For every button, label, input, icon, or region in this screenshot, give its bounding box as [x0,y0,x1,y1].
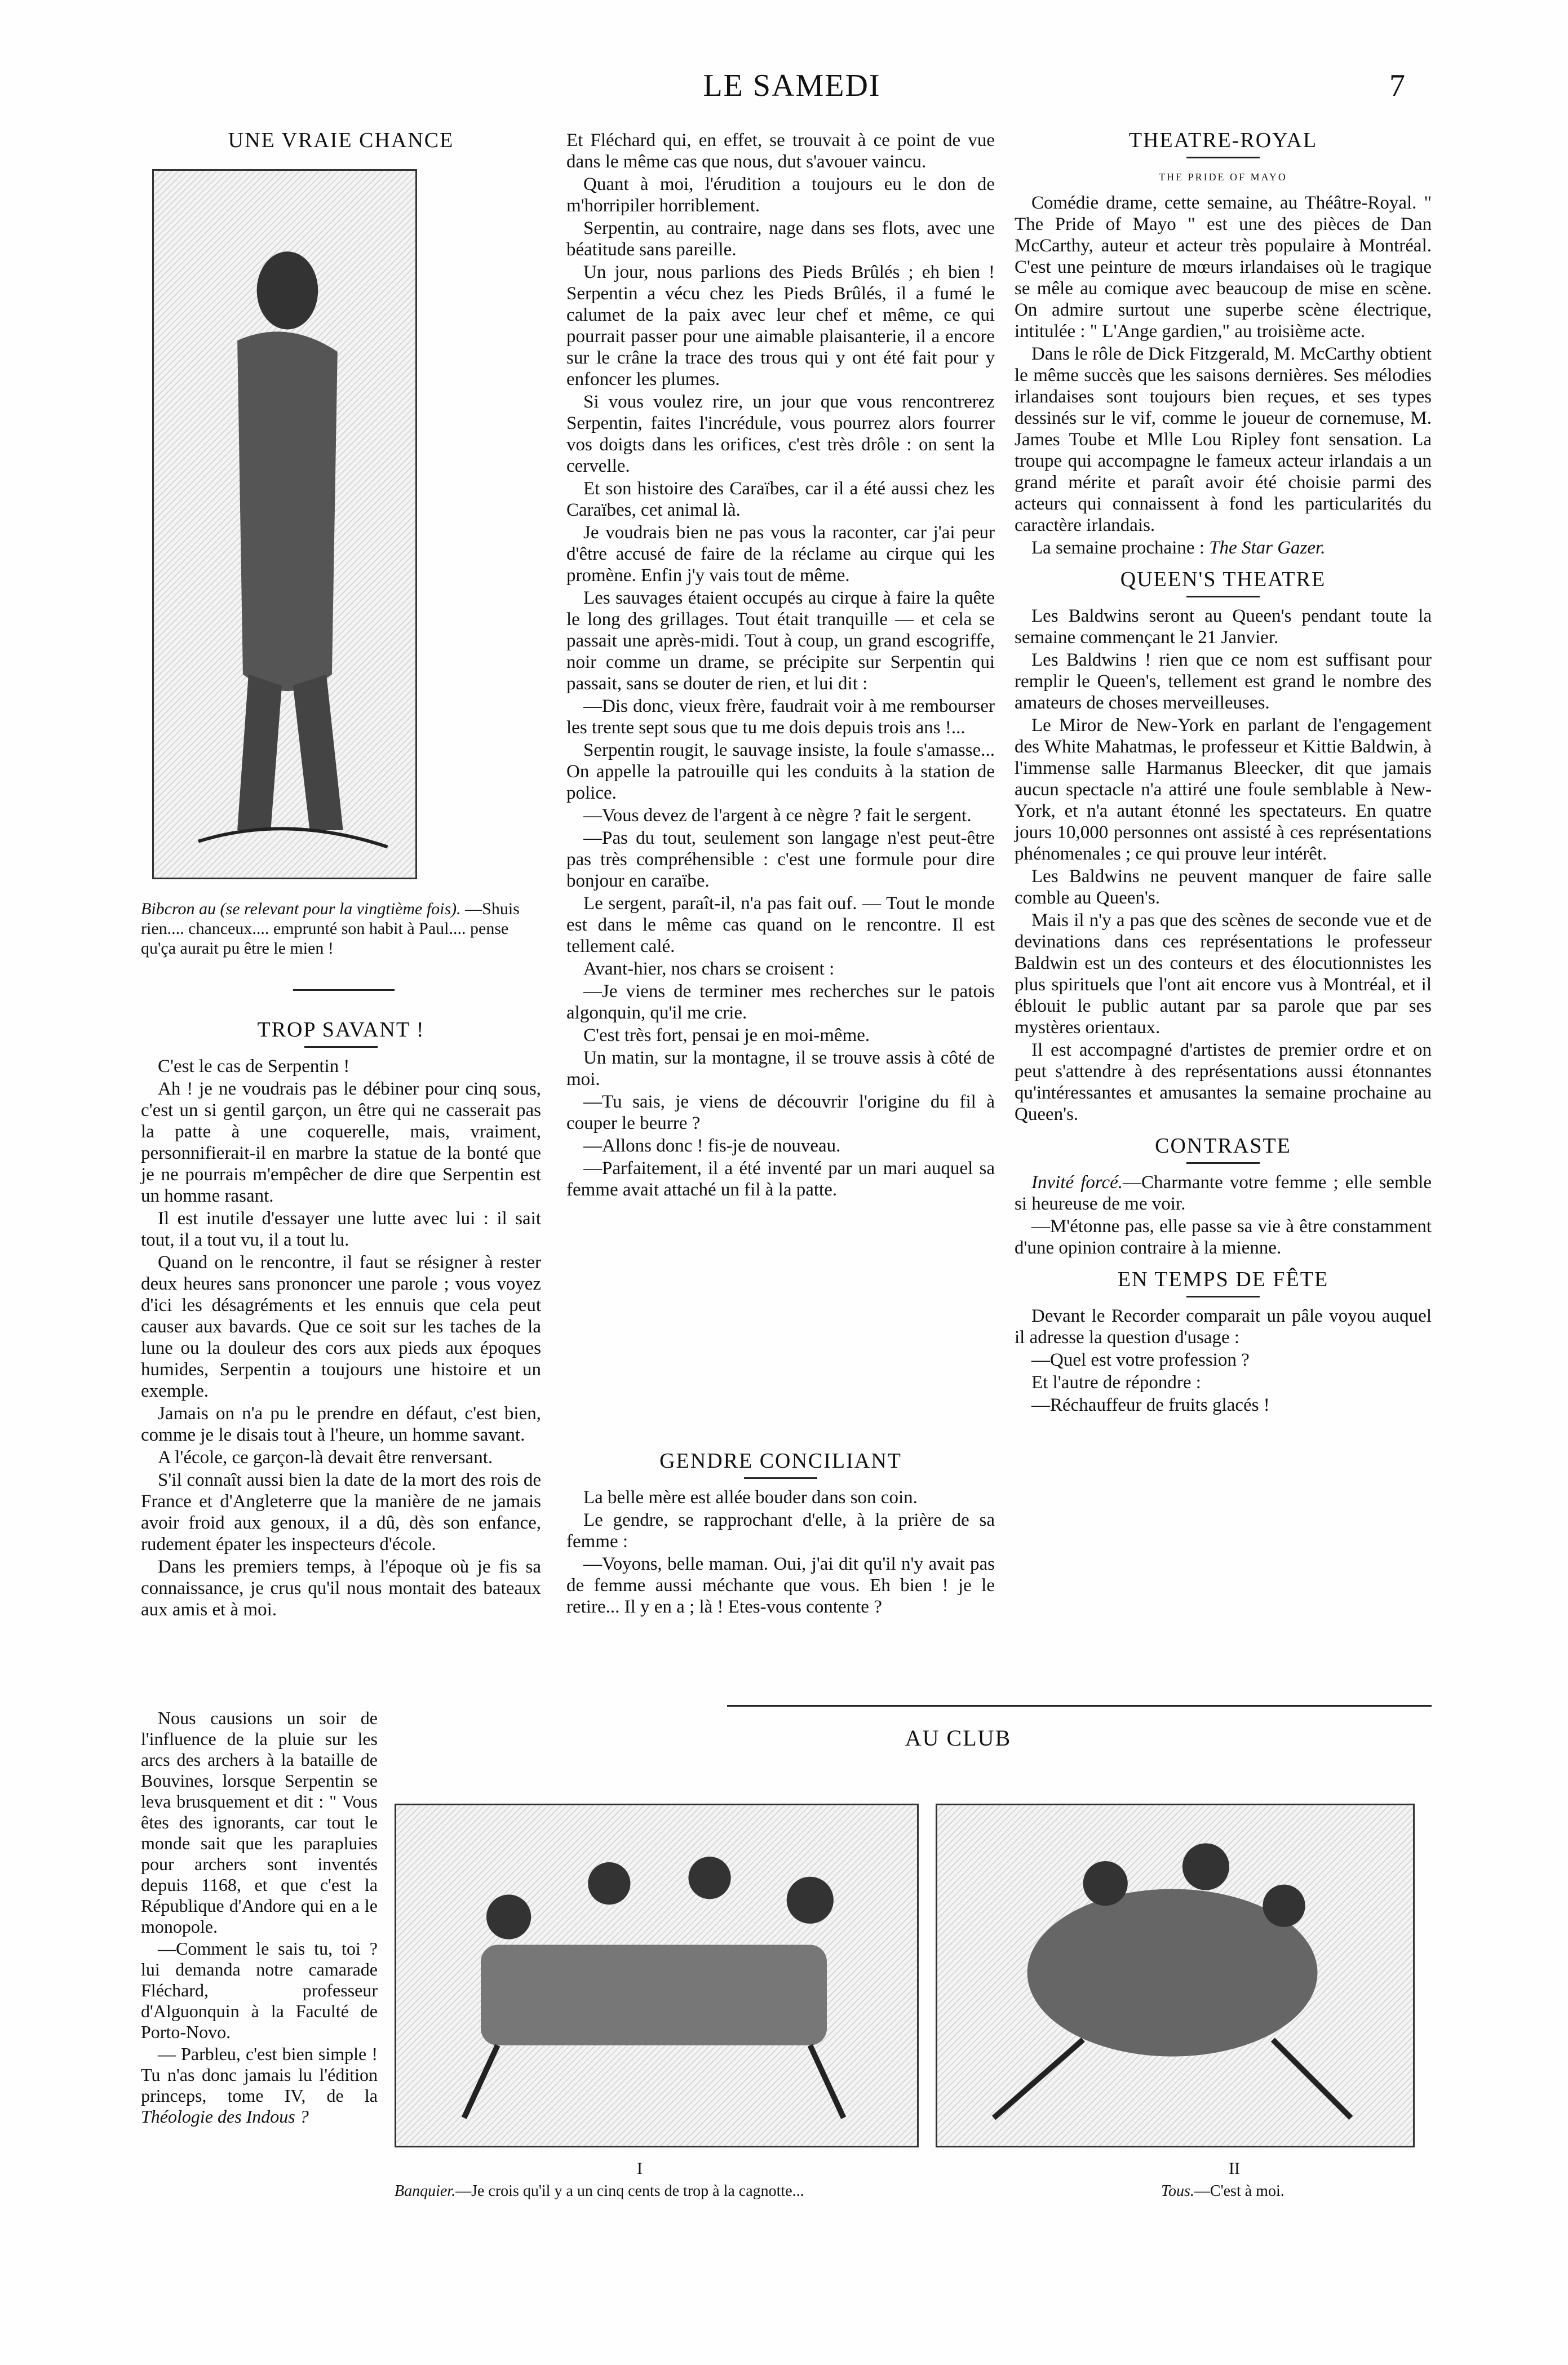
paragraph: —Dis donc, vieux frère, faudrait voir à me rembourser les trente sept sous que tu me dois depuis trois ans !... [566,696,995,738]
paragraph: C'est le cas de Serpentin ! [158,1056,350,1077]
article-title-vraie-chance: UNE VRAIE CHANCE [228,129,454,152]
paragraph: —Vous devez de l'argent à ce nègre ? fait le sergent. [583,805,972,826]
paragraph: —Réchauffeur de fruits glacés ! [1031,1395,1270,1415]
article-title-fete: EN TEMPS DE FÊTE [1117,1268,1329,1291]
paragraph [141,2044,378,2127]
paragraph: —Quel est votre profession ? [1031,1350,1250,1370]
paragraph: —Tu sais, je viens de découvrir l'origine du fil à couper le beurre ? [566,1092,995,1133]
speaker: Tous. [1161,2182,1194,2200]
paragraph: Nous causions un soir de l'influence de la pluie sur les arcs des archers à la bataille de Bouvines, lorsque Serpentin se leva brusquement et dit : " Vous êtes des ignorants, car tout le monde sait que les parapluies pour archers sont inventés depuis 1168, et que c'est la République d'Andore qui en a le monopole. [141,1708,378,1937]
paragraph: Comédie drame, cette semaine, au Théâtre-Royal. " The Pride of Mayo " est une des pièces de Dan McCarthy, auteur et acteur très populaire à Montréal. C'est une peinture de mœurs irlandaises où le tragique se mêle au comique avec beaucoup de mise en scène. On admire surtout une superbe scène électrique, intitulée : " L'Ange gardien," au troisième acte. [1015,193,1432,342]
paragraph: Si vous voulez rire, un jour que vous rencontrerez Serpentin, faites l'incrédule, vous pourrez alors fourrer vos doigts dans les orifices, c'est très drôle : on sent la cervelle. [566,392,995,476]
column-3 [1015,130,1432,1417]
paragraph-text: —Charmante votre femme ; elle semble si heureuse de me voir. [1015,1172,1432,1214]
paragraph: Les Baldwins ! rien que ce nom est suffisant pour remplir le Queen's, tellement est grand le nombre des amateurs de choses merveilleuses. [1015,650,1432,713]
paragraph [1015,537,1432,559]
paragraph: Et Fléchard qui, en effet, se trouvait à ce point de vue dans le même cas que nous, dut s'avouer vaincu. [566,130,995,172]
column-1 [141,130,541,157]
club-panel-2-illustration [936,1804,1415,2147]
paragraph: Un matin, sur la montagne, il se trouve assis à côté de moi. [566,1048,995,1090]
caption-text: —Je crois qu'il y a un cinq cents de trop à la cagnotte... [455,2182,804,2200]
caption-speaker: Bibcron au (se relevant pour la vingtième fois). [141,900,461,918]
book-title: Théologie des Indous ? [141,2106,309,2127]
paragraph: Et son histoire des Caraïbes, car il a été aussi chez les Caraïbes, cet animal là. [566,479,995,520]
paragraph: Serpentin, au contraire, nage dans ses flots, avec une béatitude sans pareille. [566,218,995,260]
paragraph: Les sauvages étaient occupés au cirque à faire la quête le long des grillages. Tout était tranquille — et cela se passait une après-midi. Tout à coup, un grand escogriffe, noir comme un drame, se précipite sur Serpentin qui passait, sans se douter de rien, et lui dit : [566,588,995,694]
club-panel-2-number: II [1229,2159,1240,2178]
paragraph: —Allons donc ! fis-je de nouveau. [583,1136,841,1156]
article-title-trop-savant: TROP SAVANT ! [257,1018,425,1042]
next-week-title: The Star Gazer. [1209,538,1326,558]
article-title-contraste: CONTRASTE [1155,1134,1291,1158]
title-rule [1186,157,1260,158]
paragraph: —Voyons, belle maman. Oui, j'ai dit qu'il n'y avait pas de femme aussi méchante que vous. Eh bien ! je le retire... Il y en a ; là ! Etes-vous contente ? [566,1554,995,1617]
paragraph: S'il connaît aussi bien la date de la mort des rois de France et d'Angleterre que la manière de ne jamais avoir froid aux genoux, il a dû, dès son enfance, rudement épater les inspecteurs d'école. [141,1470,541,1554]
paragraph: Et l'autre de répondre : [1031,1372,1201,1393]
paragraph: Quand on le rencontre, il faut se résigner à rester deux heures sans prononcer une parole ; vous voyez d'ici les désagréments et les ennuis que cela peut causer aux bavards. Que ce soit sur les taches de la lune ou la douleur des cors aux pieds aux époques humides, Serpentin a toujours une histoire et un exemple. [141,1252,541,1401]
paragraph: Le Miror de New-York en parlant de l'engagement des White Mahatmas, le professeur et Kittie Baldwin, à l'immense salle Harmanus Bleecker, dit que jamais aucun spectacle n'a attiré une foule semblable à New-York, et n'a autant étonné les spectateurs. En quatre jours 10,000 personnes ont assisté à ces représentations phénomenales ; ce qui prouve leur intérêt. [1015,715,1432,864]
paragraph: —Parfaitement, il a été inventé par un mari auquel sa femme avait attaché un fil à la patte. [566,1158,995,1200]
club-panel-1-number: I [637,2159,643,2178]
paragraph: C'est très fort, pensai je en moi-même. [583,1025,870,1046]
paragraph-text: — Parbleu, c'est bien simple ! Tu n'as donc jamais lu l'édition princeps, tome IV, de la [141,2044,378,2106]
paragraph: Je voudrais bien ne pas vous la raconter, car j'ai peur d'être accusé de faire de la réclame au cirque qui les promène. Enfin j'y vais tout de même. [566,522,995,586]
title-rule [1186,1162,1260,1164]
club-panel-2-caption [1161,2181,1387,2201]
article-gendre-conciliant [566,1440,995,1619]
play-title: THE PRIDE OF MAYO [1159,171,1287,183]
paragraph: Les Baldwins ne peuvent manquer de faire salle comble au Queen's. [1015,866,1432,908]
paragraph: —Comment le sais tu, toi ? lui demanda notre camarade Fléchard, professeur d'Alguonquin à la Faculté de Porto-Novo. [141,1938,378,2042]
divider [293,989,395,991]
paragraph: Mais il n'y a pas que des scènes de seconde vue et de devinations dans ces représentations le professeur Baldwin est un des conteurs et des élocutionnistes les plus spirituels que l'ont ait encore vus à Montréal, et il éblouit le public autant par sa parole que par ses mystères orientaux. [1015,910,1432,1038]
paragraph: Quant à moi, l'érudition a toujours eu le don de m'horripiler horriblement. [566,174,995,216]
caption-text: —Shuis rien.... chanceux.... emprunté son habit à Paul.... pense qu'ça aurait pu être le mien ! [141,900,520,958]
article-trop-savant-narrow [141,1708,378,2128]
paragraph: Dans le rôle de Dick Fitzgerald, M. McCarthy obtient le même succès que les saisons dernières. Ses mélodies irlandaises sont toujours bien reçues, et ses types dessinés sur le vif, comme le joueur de cornemuse, M. James Toube et Mlle Lou Ripley font sensation. La troupe qui accompagne le fameux acteur irlandais a un grand mérite et paraît avoir été choisie parmi des acteurs qui connaissent à fond les particularités du caractère irlandais. [1015,344,1432,535]
speaker: Banquier. [395,2182,456,2200]
paragraph: Le sergent, paraît-il, n'a pas fait ouf. — Tout le monde est dans le même cas quand on le rencontre. Il est tellement calé. [566,893,995,956]
card-table-sketch [396,1805,917,2146]
paragraph: —Je viens de terminer mes recherches sur le patois algonquin, qu'il me crie. [566,981,995,1023]
paragraph: Un jour, nous parlions des Pieds Brûlés ; eh bien ! Serpentin a vécu chez les Pieds Brûlés, il a fumé le calumet de la paix avec leur chef et même, ce qui pourrait passer pour une aimable plaisanterie, il a encore sur le crâne la trace des trous qui y ont été fait pour y enfoncer les plumes. [566,262,995,389]
article-trop-savant [141,1009,541,1622]
section-divider [727,1705,1432,1707]
article-title-gendre: GENDRE CONCILIANT [659,1449,902,1473]
speaker: Invité forcé. [1031,1172,1123,1193]
title-rule [1186,596,1260,597]
paragraph: Serpentin rougit, le sauvage insiste, la foule s'amasse... On appelle la patrouille qui les conduits à la station de police. [566,740,995,803]
title-rule [1186,1296,1260,1297]
paragraph: Devant le Recorder comparait un pâle voyou auquel il adresse la question d'usage : [1015,1306,1432,1348]
next-week-label: La semaine prochaine : [1031,538,1204,558]
paragraph: A l'école, ce garçon-là devait être renversant. [158,1447,493,1468]
brawl-sketch [937,1805,1413,2146]
column-2 [566,130,995,1202]
figure-sketch [154,171,415,878]
page-header-title: LE SAMEDI [703,68,881,103]
paragraph: Les Baldwins seront au Queen's pendant toute la semaine commençant le 21 Janvier. [1015,606,1432,648]
paragraph: Il est inutile d'essayer une lutte avec lui : il sait tout, il a tout vu, il a tout lu. [141,1208,541,1250]
paragraph: Jamais on n'a pu le prendre en défaut, c'est bien, comme je le disais tout à l'heure, un homme savant. [141,1403,541,1445]
paragraph: Ah ! je ne voudrais pas le débiner pour cinq sous, c'est un si gentil garçon, un être qui ne casserait pas la patte à une coquerelle, mais, vraiment, personnifierait-il en marbre la statue de la bonté que je ne pourrais m'empêcher de dire que Serpentin est un homme rasant. [141,1079,541,1206]
caption-vraie-chance [141,899,541,958]
club-panel-1-caption [395,2181,919,2201]
paragraph: La belle mère est allée bouder dans son coin. [583,1487,918,1508]
article-title-queens: QUEEN'S THEATRE [1120,568,1326,591]
paragraph: —M'étonne pas, elle passe sa vie à être constamment d'une opinion contraire à la mienne. [1015,1216,1432,1258]
article-title-theatre-royal: THEATRE-ROYAL [1128,129,1318,152]
paragraph: Le gendre, se rapprochant d'elle, à la prière de sa femme : [566,1510,995,1552]
paragraph: —Pas du tout, seulement son langage n'est peut-être pas très compréhensible : c'est une formule pour dire bonjour en caraïbe. [566,828,995,891]
club-title: AU CLUB [905,1725,1012,1751]
club-panel-1-illustration [395,1804,919,2147]
paragraph: Avant-hier, nos chars se croisent : [583,959,835,979]
title-rule [744,1477,817,1479]
illustration-man-in-rain [152,169,417,879]
paragraph: Dans les premiers temps, à l'époque où je fis sa connaissance, je crus qu'il nous montait des bateaux aux amis et à moi. [141,1557,541,1620]
paragraph [1015,1172,1432,1215]
paragraph: Il est accompagné d'artistes de premier ordre et on peut s'attendre à des représentations aussi étonnantes qu'intéressantes et amusantes la semaine prochaine au Queen's. [1015,1040,1432,1124]
caption-text: —C'est à moi. [1194,2182,1284,2200]
title-rule [304,1046,378,1048]
page-number: 7 [1389,68,1406,103]
